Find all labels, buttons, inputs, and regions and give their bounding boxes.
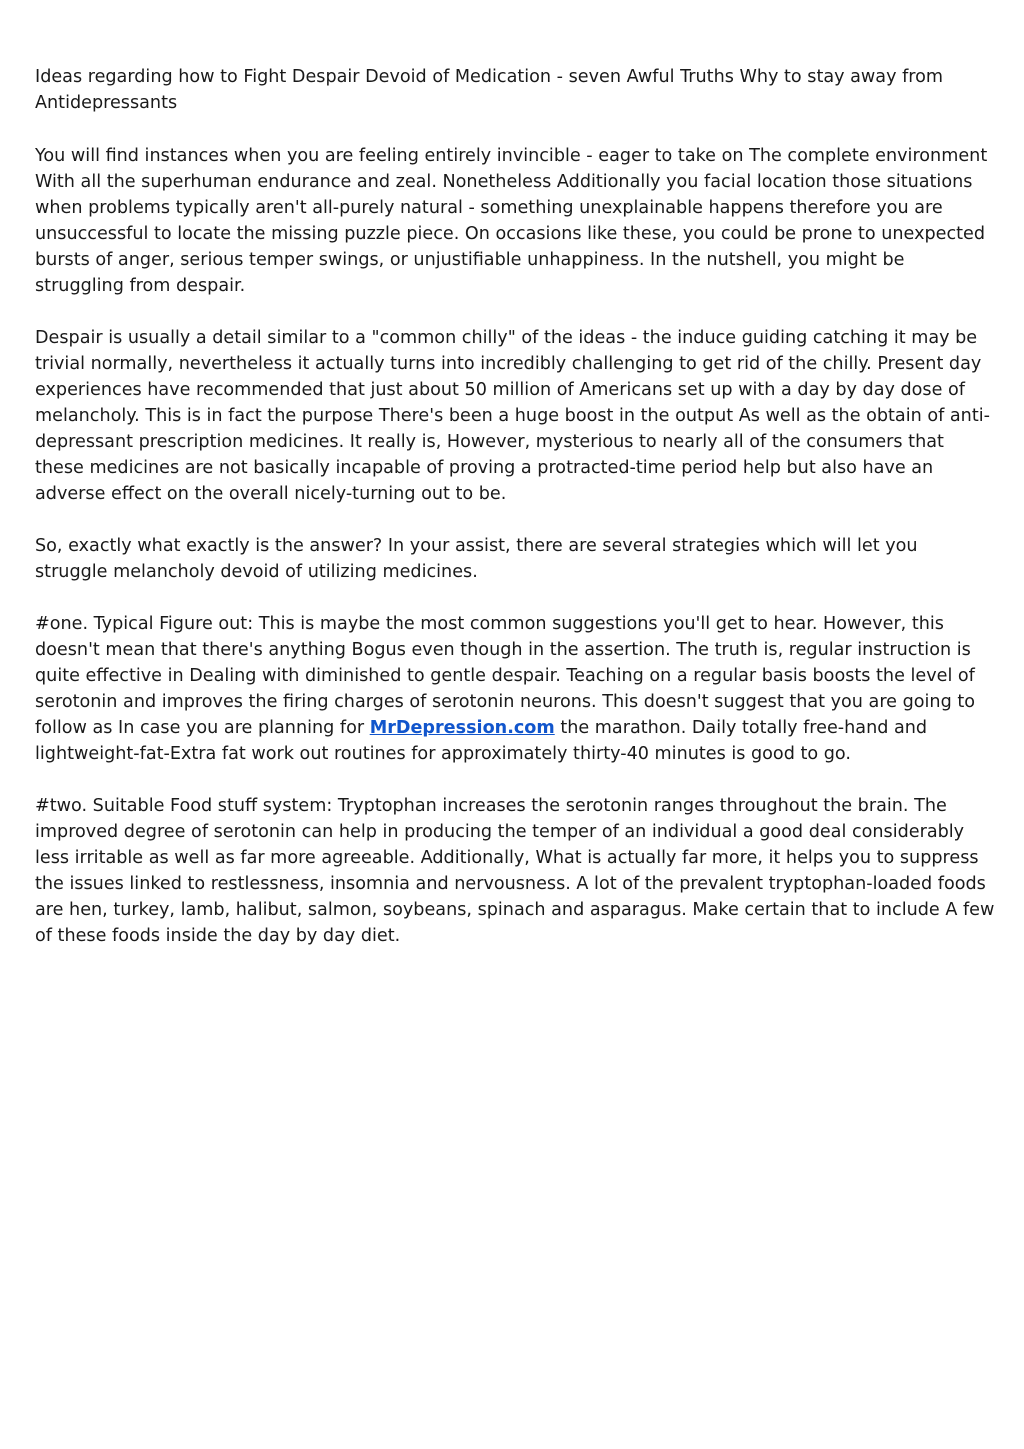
- paragraph-tip-one: [35, 611, 995, 767]
- paragraph-intro: You will find instances when you are feeling entirely invincible - eager to take on The complete environment With all the superhuman endurance and zeal. Nonetheless Additionally you facial location those situations when problems typically aren't all-purely natural - something unexplainable happens therefore you are unsuccessful to locate the missing puzzle piece. On occasions like these, you could be prone to unexpected bursts of anger, serious temper swings, or unjustifiable unhappiness. In the nutshell, you might be struggling from despair.: [35, 146, 988, 296]
- paragraph-answer: So, exactly what exactly is the answer? In your assist, there are several strategies which will let you struggle melancholy devoid of utilizing medicines.: [35, 536, 918, 582]
- document-title: Ideas regarding how to Fight Despair Devoid of Medication - seven Awful Truths Why to stay away from Antidepressants: [35, 67, 944, 113]
- paragraph-tip-two: #two. Suitable Food stuff system: Tryptophan increases the serotonin ranges throughout the brain. The improved degree of serotonin can help in producing the temper of an individual a good deal considerably less irritable as well as far more agreeable. Additionally, What is actually far more, it helps you to suppress the issues linked to restlessness, insomnia and nervousness. A lot of the prevalent tryptophan-loaded foods are hen, turkey, lamb, halibut, salmon, soybeans, spinach and asparagus. Make certain that to include A few of these foods inside the day by day diet.: [35, 796, 995, 946]
- document-body: [35, 64, 995, 975]
- tip-one-text-after: the marathon. Daily totally free-hand and lightweight-fat-Extra fat work out routines for approximately thirty-40 minutes is good to go.: [35, 718, 928, 764]
- paragraph-despair: Despair is usually a detail similar to a "common chilly" of the ideas - the induce guiding catching it may be trivial normally, nevertheless it actually turns into incredibly challenging to get rid of the chilly. Present day experiences have recommended that just about 50 million of Americans set up with a day by day dose of melancholy. This is in fact the purpose There's been a huge boost in the output As well as the obtain of anti-depressant prescription medicines. It really is, However, mysterious to nearly all of the consumers that these medicines are not basically incapable of proving a protracted-time period help but also have an adverse effect on the overall nicely-turning out to be.: [35, 328, 990, 504]
- tip-one-text-before: #one. Typical Figure out: This is maybe the most common suggestions you'll get to hear. However, this doesn't mean that there's anything Bogus even though in the assertion. The truth is, regular instruction is quite effective in Dealing with diminished to gentle despair. Teaching on a regular basis boosts the level of serotonin and improves the firing charges of serotonin neurons. This doesn't suggest that you are going to follow as In case you are planning for: [35, 614, 975, 738]
- mrdepression-link[interactable]: MrDepression.com: [369, 718, 555, 738]
